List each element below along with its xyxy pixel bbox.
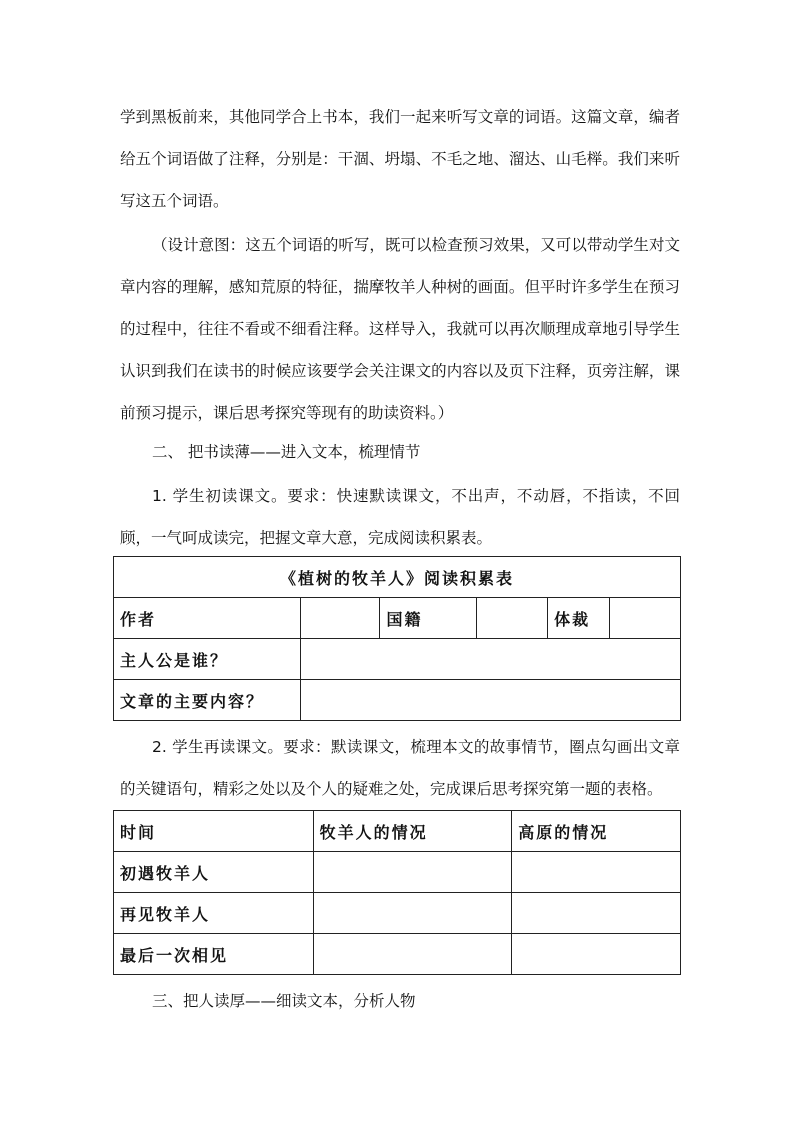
table-title: 《植树的牧羊人》阅读积累表 bbox=[114, 557, 681, 598]
plateau-cell[interactable] bbox=[512, 893, 681, 934]
section-heading-2: 二、 把书读薄——进入文本，梳理情节 bbox=[152, 443, 421, 461]
paragraph-design-intent: （设计意图：这五个词语的听写，既可以检查预习效果，又可以带动学生对文章内容的理解，感知荒原的特征，揣摩牧羊人种树的画面。但平时许多学生在预习的过程中，往往不看或不细看注释。这样导入，我就可以再次顺理成章地引导学生认识到我们在读书的时候应该要学会关注课文的内容以及页下注释，页旁注解，课前预习提示，课后思考探究等现有的助读资料。） bbox=[120, 236, 680, 422]
header-shepherd: 牧羊人的情况 bbox=[313, 811, 512, 852]
table-row bbox=[114, 852, 681, 893]
header-time: 时间 bbox=[114, 811, 314, 852]
nationality-label: 国籍 bbox=[380, 598, 477, 639]
content-value-cell[interactable] bbox=[300, 680, 680, 721]
author-label: 作者 bbox=[114, 598, 301, 639]
content-label: 文章的主要内容？ bbox=[114, 680, 301, 721]
header-plateau: 高原的情况 bbox=[512, 811, 681, 852]
genre-value-cell[interactable] bbox=[610, 598, 681, 639]
shepherd-cell[interactable] bbox=[313, 893, 512, 934]
plateau-cell[interactable] bbox=[512, 852, 681, 893]
plot-table bbox=[113, 810, 681, 975]
paragraph-dictation: 学到黑板前来，其他同学合上书本，我们一起来听写文章的词语。这篇文章，编者给五个词语做了注释，分别是：干涸、坍塌、不毛之地、溜达、山毛榉。我们来听写这五个词语。 bbox=[120, 108, 680, 210]
nationality-value-cell[interactable] bbox=[477, 598, 548, 639]
shepherd-cell[interactable] bbox=[313, 934, 512, 975]
row-label: 最后一次相见 bbox=[114, 934, 314, 975]
row-label: 再见牧羊人 bbox=[114, 893, 314, 934]
paragraph-second-reading: 2. 学生再读课文。要求：默读课文，梳理本文的故事情节，圈点勾画出文章的关键语句，精彩之处以及个人的疑难之处，完成课后思考探究第一题的表格。 bbox=[120, 738, 680, 798]
shepherd-cell[interactable] bbox=[313, 852, 512, 893]
plateau-cell[interactable] bbox=[512, 934, 681, 975]
author-value-cell[interactable] bbox=[300, 598, 380, 639]
protagonist-value-cell[interactable] bbox=[300, 639, 680, 680]
table-row bbox=[114, 893, 681, 934]
row-label: 初遇牧羊人 bbox=[114, 852, 314, 893]
reading-accumulation-table bbox=[113, 556, 681, 721]
paragraph-first-reading: 1. 学生初读课文。要求：快速默读课文，不出声，不动唇，不指读，不回顾，一气呵成读完，把握文章大意，完成阅读积累表。 bbox=[120, 487, 680, 547]
genre-label: 体裁 bbox=[548, 598, 610, 639]
section-heading-3: 三、把人读厚——细读文本，分析人物 bbox=[152, 992, 416, 1010]
table-row bbox=[114, 934, 681, 975]
protagonist-label: 主人公是谁？ bbox=[114, 639, 301, 680]
